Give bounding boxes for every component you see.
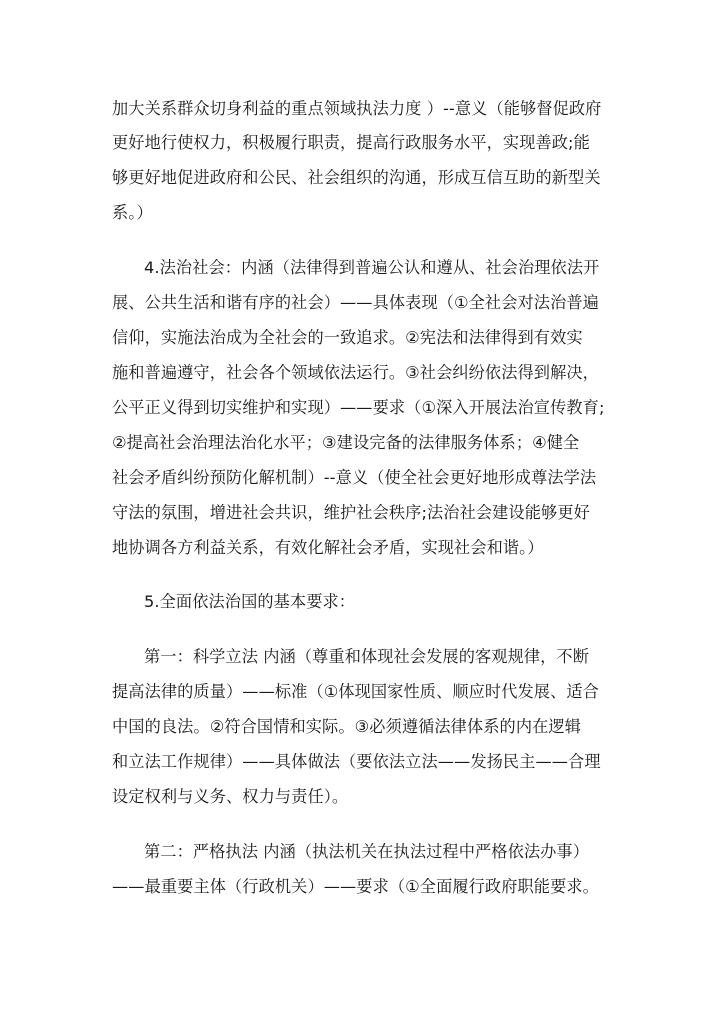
text-line: ——最重要主体（行政机关）——要求（①全面履行政府职能要求。 <box>112 877 599 896</box>
text-line: 加大关系群众切身利益的重点领域执法力度 ）--意义（能够督促政府 <box>112 99 602 118</box>
subsection-heading-1: 第一：科学立法 内涵（尊重和体现社会发展的客观规律，不断 <box>144 647 590 666</box>
subsection-heading-2: 第二：严格执法 内涵（执法机关在执法过程中严格依法办事） <box>144 842 590 861</box>
text-line: 守法的氛围，增进社会共识，维护社会秩序;法治社会建设能够更好 <box>112 503 590 522</box>
text-line: 地协调各方利益关系，有效化解社会矛盾，实现社会和谐。） <box>112 538 544 557</box>
text-line: 提高法律的质量）——标准（①体现国家性质、顺应时代发展、适合 <box>112 682 599 701</box>
text-line: 中国的良法。②符合国情和实际。③必须遵循法律体系的内在逻辑 <box>112 717 581 736</box>
text-line: 信仰，实施法治成为全社会的一致追求。②宪法和法律得到有效实 <box>112 328 583 347</box>
section-heading-4: 4.法治社会：内涵（法律得到普遍公认和遵从、社会治理依法开 <box>144 258 600 277</box>
text-line: 系。） <box>112 203 153 222</box>
text-line: 和立法工作规律）——具体做法（要依法立法——发扬民主——合理 <box>112 752 601 771</box>
text-line: 公平正义得到切实维护和实现）——要求（①深入开展法治宣传教育; <box>112 398 605 417</box>
text-line: ②提高社会治理法治化水平；③建设完备的法律服务体系；④健全 <box>112 433 580 452</box>
text-line: 展、公共生活和谐有序的社会）——具体表现（①全社会对法治普遍 <box>112 293 599 312</box>
text-line: 设定权利与义务、权力与责任）。 <box>112 787 349 806</box>
text-line: 社会矛盾纠纷预防化解机制）--意义（使全社会更好地形成尊法学法 <box>112 468 597 487</box>
text-line: 更好地行使权力，积极履行职责，提高行政服务水平，实现善政;能 <box>112 133 590 152</box>
text-line: 够更好地促进政府和公民、社会组织的沟通，形成互信互助的新型关 <box>112 168 601 187</box>
section-heading-5: 5.全面依法治国的基本要求： <box>144 592 356 611</box>
text-line: 施和普遍遵守，社会各个领域依法运行。③社会纠纷依法得到解决， <box>112 363 599 382</box>
